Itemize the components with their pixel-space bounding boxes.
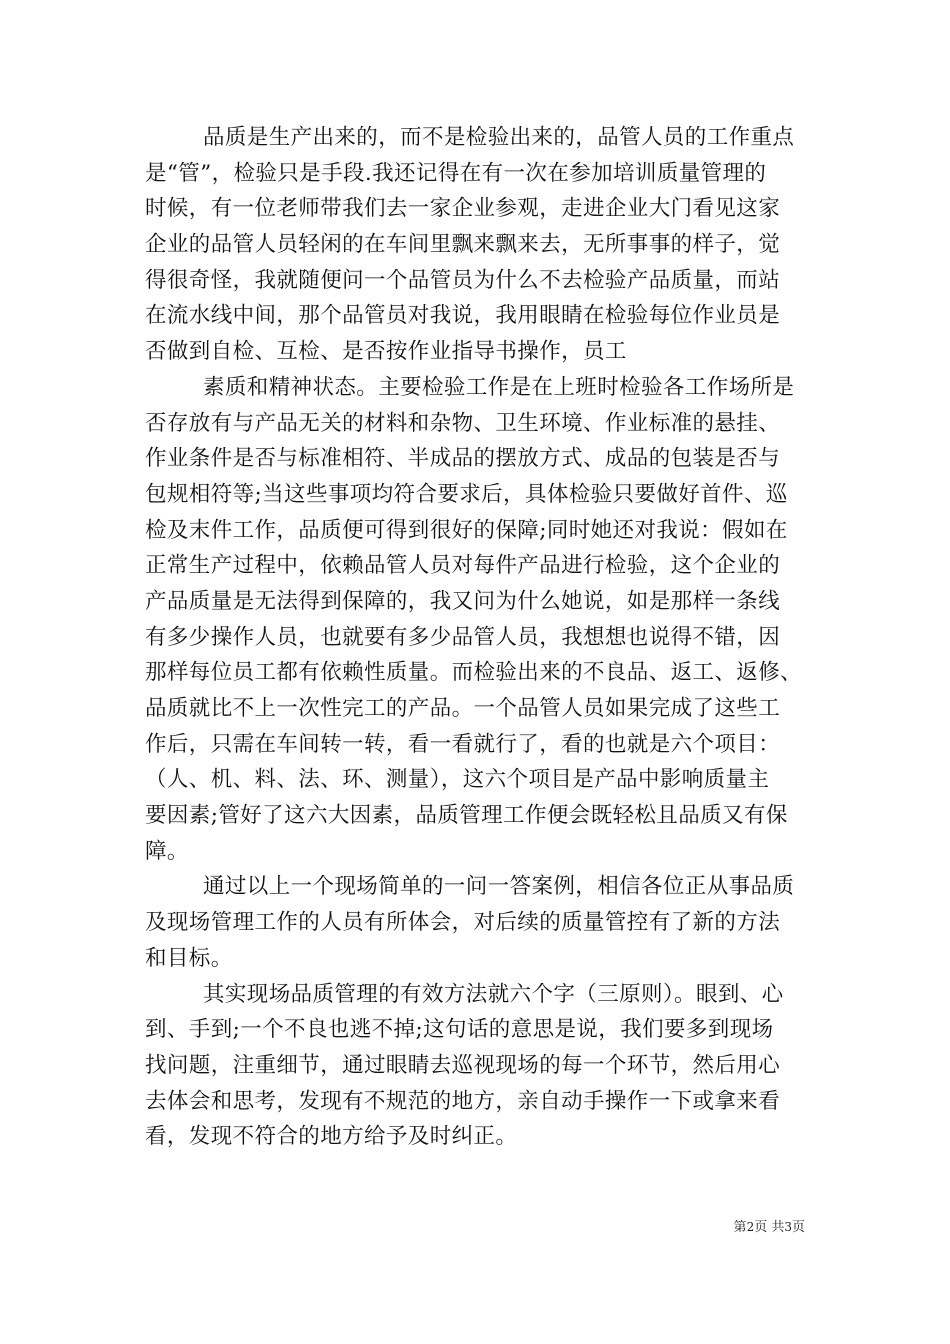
paragraph-3 (145, 869, 807, 976)
text-line: 否存放有与产品无关的材料和杂物、卫生环境、作业标准的悬挂、 (145, 410, 781, 436)
total-pages-number: 3 (784, 1220, 792, 1234)
text-line: 产品质量是无法得到保障的，我又问为什么她说，如是那样一条线 (145, 588, 781, 614)
paragraph-1 (145, 120, 807, 370)
text-line: 企业的品管人员轻闲的在车间里飘来飘来去，无所事事的样子，觉 (145, 232, 781, 258)
text-line: 否做到自检、互检、是否按作业指导书操作，员工 (145, 339, 627, 365)
paragraph-4 (145, 977, 807, 1155)
text-line: 品质就比不上一次性完工的产品。一个品管人员如果完成了这些工 (145, 696, 781, 721)
text-line: 得很奇怪，我就随便问一个品管员为什么不去检验产品质量，而站 (145, 267, 781, 293)
text-line: 障。 (145, 838, 189, 864)
text-line: 通过以上一个现场简单的一问一答案例，相信各位正从事品质 (203, 874, 795, 900)
document-body (145, 120, 807, 1155)
text-line: 包规相符等;当这些事项均符合要求后，具体检验只要做好首件、巡 (145, 481, 788, 507)
text-line: 检及末件工作，品质便可得到很好的保障;同时她还对我说：假如在 (145, 517, 788, 543)
text-line: 作业条件是否与标准相符、半成品的摆放方式、成品的包装是否与 (145, 446, 781, 472)
text-line: 有多少操作人员，也就要有多少品管人员，我想想也说得不错，因 (145, 624, 781, 650)
text-line: （人、机、料、法、环、测量），这六个项目是产品中影响质量主 (145, 767, 770, 793)
text-line: 找问题，注重细节，通过眼睛去巡视现场的每一个环节，然后用心 (145, 1052, 781, 1078)
text-line: 在流水线中间，那个品管员对我说，我用眼睛在检验每位作业员是 (145, 303, 781, 329)
text-line: 作后，只需在车间转一转，看一看就行了，看的也就是六个项目： (145, 731, 781, 757)
text-line: 和目标。 (145, 945, 233, 971)
text-line: 要因素;管好了这六大因素，品质管理工作便会既轻松且品质又有保 (145, 803, 788, 829)
footer-prefix: 第 (733, 1220, 747, 1235)
text-line: 那样每位员工都有依赖性质量。而检验出来的不良品、返工、返修、 (145, 660, 803, 686)
text-line: 其实现场品质管理的有效方法就六个字（三原则）。眼到、心 (203, 981, 784, 1007)
text-line: 是“管”，检验只是手段.我还记得在有一次在参加培训质量管理的 (145, 160, 767, 186)
paragraph-2 (145, 370, 807, 870)
text-line: 时候，有一位老师带我们去一家企业参观，走进企业大门看见这家 (145, 196, 781, 222)
footer-middle: 页 共 (754, 1220, 785, 1235)
text-line: 到、手到;一个不良也逃不掉;这句话的意思是说，我们要多到现场 (145, 1017, 774, 1043)
text-line: 及现场管理工作的人员有所体会，对后续的质量管控有了新的方法 (145, 910, 781, 936)
text-line: 看，发现不符合的地方给予及时纠正。 (145, 1124, 518, 1150)
text-line: 正常生产过程中，依赖品管人员对每件产品进行检验，这个企业的 (145, 553, 781, 579)
current-page-number: 2 (746, 1220, 755, 1234)
text-line: 去体会和思考，发现有不规范的地方，亲自动手操作一下或拿来看 (145, 1088, 781, 1114)
footer-suffix: 页 (791, 1220, 805, 1235)
text-line: 品质是生产出来的，而不是检验出来的，品管人员的工作重点 (203, 125, 795, 150)
page-footer (734, 1218, 805, 1237)
text-line: 素质和精神状态。主要检验工作是在上班时检验各工作场所是 (203, 374, 795, 400)
